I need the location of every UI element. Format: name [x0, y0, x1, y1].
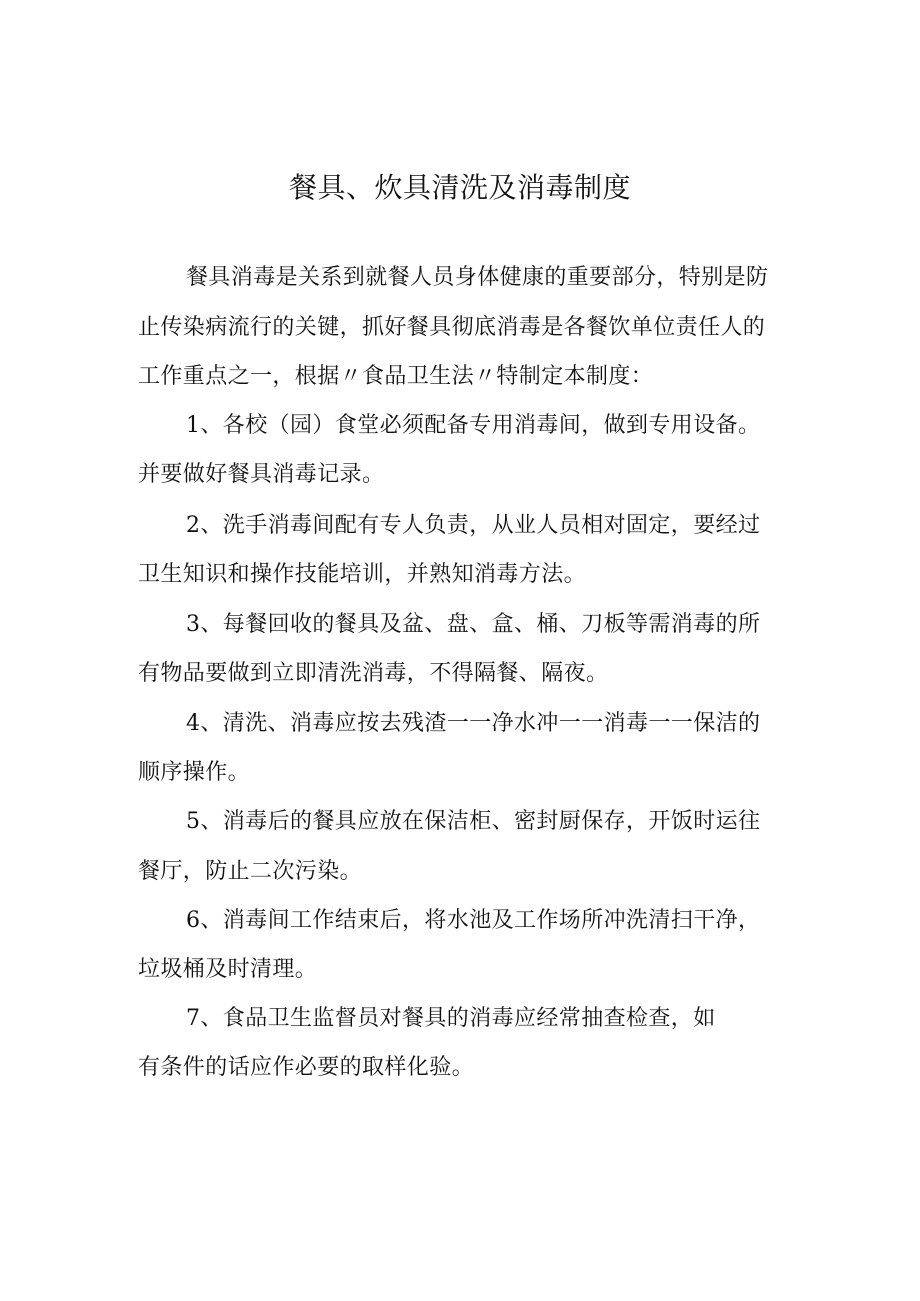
rule-4-line-2: 顺序操作。 — [138, 760, 251, 785]
rule-5-line-1: 5、消毒后的餐具应放在保洁柜、密封厨保存，开饭时运往 — [186, 809, 761, 834]
rule-3-line-2: 有物品要做到立即清洗消毒，不得隔餐、隔夜。 — [138, 661, 609, 686]
intro-line-2: 止传染病流行的关键，抓好餐具彻底消毒是各餐饮单位责任人的 — [138, 315, 766, 340]
rule-2-line-2: 卫生知识和操作技能培训，并熟知消毒方法。 — [138, 562, 587, 587]
rule-7-line-2: 有条件的话应作必要的取样化验。 — [138, 1055, 475, 1080]
document-title: 餐具、炊具清洗及消毒制度 — [288, 171, 631, 204]
rule-6-line-2: 垃圾桶及时清理。 — [138, 957, 318, 982]
intro-line-3: 工作重点之一，根据〃食品卫生法〃特制定本制度： — [138, 364, 654, 389]
rule-3-line-1: 3、每餐回收的餐具及盆、盘、盒、桶、刀板等需消毒的所 — [186, 612, 761, 637]
intro-line-1: 餐具消毒是关系到就餐人员身体健康的重要部分，特别是防 — [186, 265, 769, 290]
rule-6-line-1: 6、消毒间工作结束后，将水池及工作场所冲洗清扫干净， — [186, 908, 761, 933]
rule-1-line-1: 1、各校（园）食堂必须配备专用消毒间，做到专用设备。 — [186, 413, 761, 438]
rule-5-line-2: 餐厅，防止二次污染。 — [138, 859, 363, 884]
rule-2-line-1: 2、洗手消毒间配有专人负责，从业人员相对固定，要经过 — [186, 513, 761, 538]
rule-1-line-2: 并要做好餐具消毒记录。 — [138, 462, 385, 487]
rule-7-line-1: 7、食品卫生监督员对餐具的消毒应经常抽查检查，如 — [186, 1006, 716, 1031]
rule-4-line-1: 4、清洗、消毒应按去残渣一一净水冲一一消毒一一保洁的 — [186, 711, 761, 736]
